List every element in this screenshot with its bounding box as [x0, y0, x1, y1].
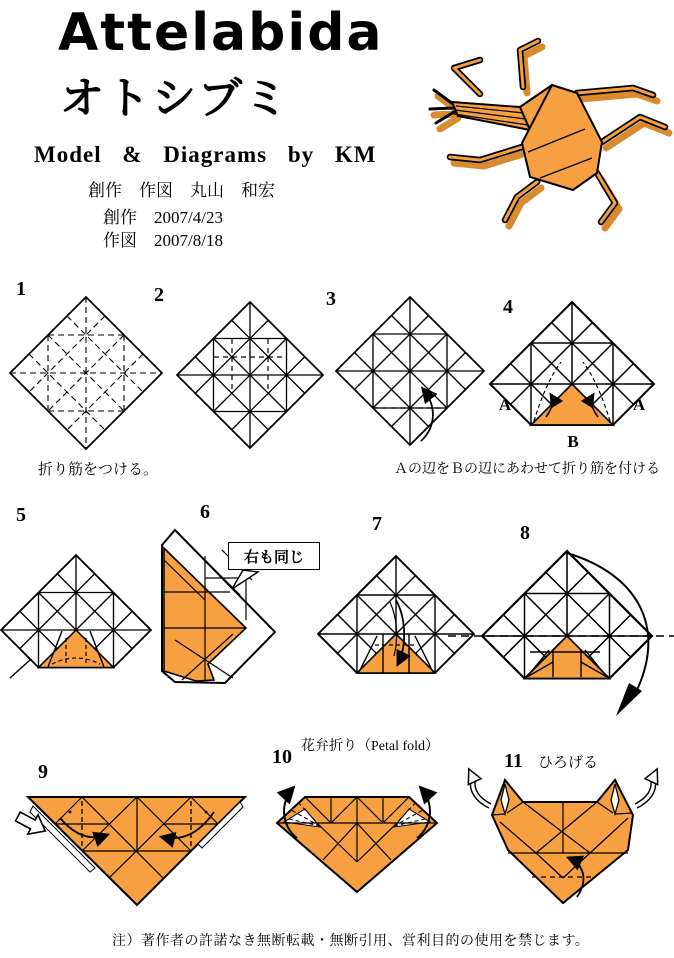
step-number-7: 7 [372, 513, 382, 535]
caption-step-4: Ａの辺をＢの辺にあわせて折り筋を付ける [394, 462, 660, 477]
step-5-diagram [1, 555, 151, 705]
step-number-3: 3 [326, 288, 336, 310]
step-1-diagram [10, 297, 162, 449]
caption-step-1: 折り筋をつける。 [38, 462, 159, 478]
step-number-6: 6 [200, 501, 210, 523]
step-8-diagram [448, 551, 674, 721]
step-11-diagram [462, 766, 663, 903]
step-number-11: 11 [504, 750, 523, 772]
step-7-diagram [318, 556, 474, 712]
step-number-2: 2 [154, 284, 164, 306]
step-number-1: 1 [16, 278, 26, 300]
step-number-9: 9 [38, 761, 48, 783]
author-credit: 創作 作図 丸山 和宏 [88, 181, 275, 200]
step-10-diagram [277, 788, 437, 892]
callout-tail [232, 570, 258, 589]
spread-arrow-left [462, 766, 490, 806]
step-number-4: 4 [503, 296, 513, 318]
callout-same-on-right: 右も同じ [228, 542, 320, 570]
drawn-date: 作図 2007/8/18 [103, 231, 223, 250]
copyright-notice: 注）著作者の許諾なき無断転載・無断引用、営利目的の使用を禁じます。 [112, 934, 590, 949]
caption-step-11: ひろげる [538, 755, 599, 771]
step-4-diagram [490, 302, 654, 466]
step-number-5: 5 [16, 504, 26, 526]
step-2-diagram [177, 302, 323, 448]
step-9-diagram [13, 797, 245, 905]
point-label-b: B [567, 432, 579, 451]
spread-arrow-right [636, 766, 664, 806]
caption-step-10: 花弁折り（Petal fold） [301, 739, 440, 754]
byline: Model & Diagrams by KM [34, 142, 377, 167]
page-title: Attelabida [58, 3, 384, 63]
point-label-a-left: A [498, 395, 512, 414]
step-3-diagram [336, 297, 484, 445]
point-label-a-right: A [632, 395, 646, 414]
weevil-illustration [430, 41, 669, 228]
created-date: 創作 2007/4/23 [103, 208, 223, 227]
step-number-8: 8 [520, 522, 530, 544]
page-title-japanese: オトシブミ [60, 73, 290, 124]
step-number-10: 10 [272, 746, 292, 768]
